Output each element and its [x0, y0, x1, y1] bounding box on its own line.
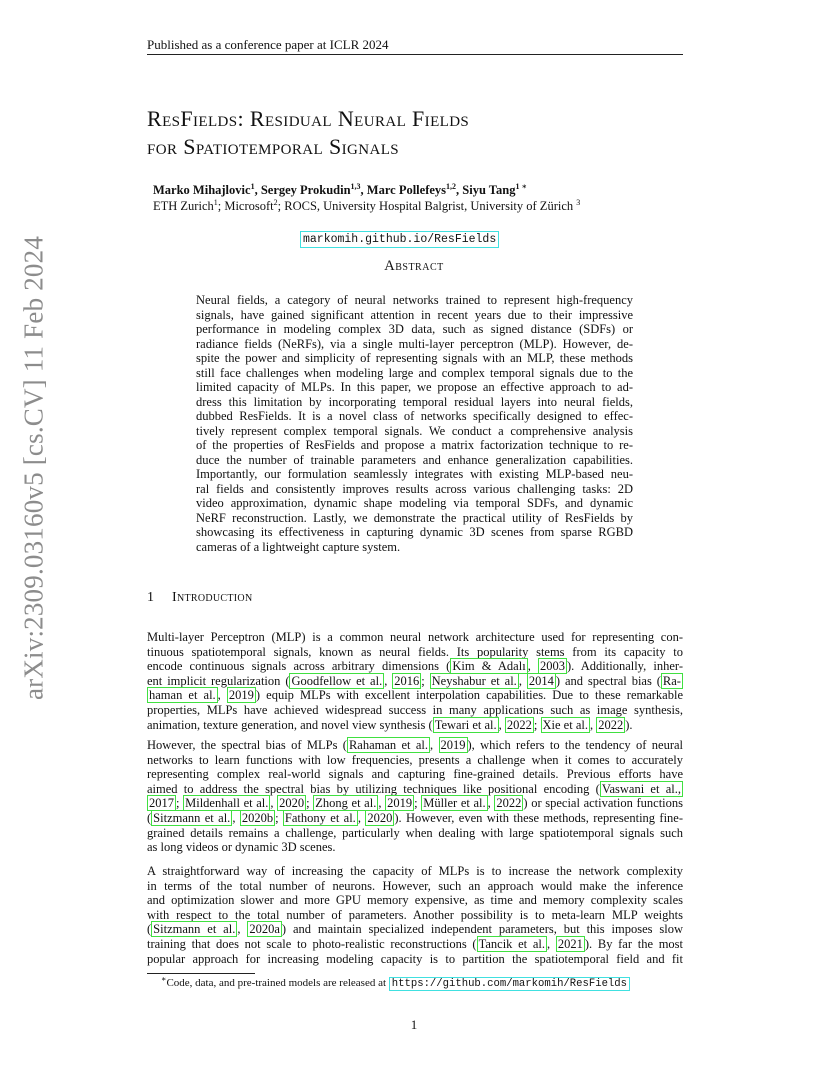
citation-link[interactable]: 2003 [539, 659, 565, 674]
affiliation-mark: 1 [213, 197, 218, 207]
header-rule [147, 54, 683, 55]
footnote [161, 974, 630, 990]
text-line: grained details remains a challenge, particularly when dealing with large spatiotemporal signals such [147, 825, 683, 840]
citation-link[interactable]: 2020a [249, 922, 280, 937]
citation-link[interactable]: Xie et al. [542, 717, 588, 732]
text-line: and optimization slower and more GPU memory expensive, as time and memory complexity scales [147, 893, 683, 908]
abstract-line: still face challenges when modeling large and complex temporal signals due to the [196, 365, 633, 380]
citation-link[interactable]: Rahaman et al. [348, 738, 429, 752]
text-line: ent implicit regularization ( Goodfellow et al. , 2016 ; Neyshabur et al. , 2014 ) and spectral bias ( Ra- [147, 673, 681, 688]
text-line: A straightforward way of increasing the capacity of MLPs is to increase the network complexity [147, 864, 683, 878]
arxiv-stamp-text: arXiv:2309.03160v5 [cs.CV] 11 Feb 2024 [18, 235, 49, 701]
affiliation: ; ROCS, University Hospital Balgrist, University of Zürich [277, 199, 577, 213]
section-heading-introduction [147, 590, 252, 606]
abstract-line: performance in modeling complex 3D data, such as signed distance (SDFs) or [196, 322, 633, 336]
citation-link[interactable]: 2014 [528, 673, 554, 688]
abstract-line: tively represent complex temporal signals. We conduct a comprehensive analysis [196, 423, 633, 438]
citation-link[interactable]: Sitzmann et al. [153, 922, 236, 937]
text-line: ( Sitzmann et al. , 2020b ; Fathony et al. , 2020 ). However, even with these methods, representing fine- [147, 810, 684, 825]
title-line-1: ResFields: Residual Neural Fields [147, 106, 470, 131]
author-list: Marko Mihajlovic$^1$, Sergey Prokudin$^{1,3}$, Marc Pollefeys$^{1,2}$, Siyu Tang$^{1 ∗}$ [153, 181, 527, 197]
abstract-line: signals, have gained significant attention in recent years due to their impressive [196, 307, 633, 322]
text-line: representing complex real-world signals and capturing fine-grained details. Previous efforts have [147, 767, 683, 782]
citation-link[interactable]: 2020b [241, 810, 274, 825]
affiliation: ; Microsoft [217, 199, 274, 213]
citation-link[interactable]: 2022 [598, 717, 624, 732]
footnote-mark: ∗ [161, 974, 167, 984]
citation-link[interactable]: Neyshabur et al. [431, 673, 517, 688]
text-line: with respect to the total number of parameters. Another possibility is to meta-learn MLP weights [147, 907, 683, 922]
footnote-text: Code, data, and pre-trained models are released at [166, 977, 389, 989]
author-affiliation-mark: 1 [250, 181, 255, 191]
section-title: Introduction [172, 590, 253, 605]
citation-link[interactable]: Fathony et al. [284, 810, 356, 825]
abstract-heading: Abstract [384, 258, 444, 274]
author-affiliation-mark: 1,3 [350, 181, 361, 191]
text-line: networks to learn functions with low frequencies, presents a challenge when it comes to accurately [147, 752, 683, 767]
abstract-line: video approximation, dynamic shape modeling via temporal SDFs, and dynamic [196, 496, 633, 510]
abstract-line: of the properties of ResFields and propose a matrix factorization technique to re- [196, 438, 633, 452]
abstract-body [196, 293, 633, 554]
abstract-line: ral fields and consistently improves results across various challenging tasks: 2D [196, 481, 633, 496]
code-url-link[interactable]: https://github.com/markomih/ResFields [389, 977, 630, 991]
citation-link[interactable]: 2019 [387, 796, 413, 811]
citation-link[interactable]: Vaswani et al., [601, 781, 681, 796]
text-line: animation, texture generation, and novel view synthesis ( Tewari et al. , 2022 ; Xie et al. , 2022 ). [147, 717, 633, 732]
page-number: 1 [410, 1017, 418, 1032]
title-line-2: for Spatiotemporal Signals [147, 134, 400, 159]
author-name: Marc Pollefeys [366, 183, 447, 197]
citation-link[interactable]: 2022 [496, 796, 522, 811]
author-affiliation-mark: 1 ∗ [515, 181, 527, 191]
author-name: Siyu Tang [462, 183, 516, 197]
citation-link[interactable]: Tancik et al. [478, 936, 546, 951]
abstract-line: spite the power and simplicity of representing signals with an MLP, these methods [196, 351, 633, 365]
abstract-line: radiance fields (NeRFs), via a single multi-layer perceptron (MLP). However, de- [196, 336, 633, 351]
text-line: 2017 ; Mildenhall et al. , 2020 ; Zhong et al. , 2019 ; Müller et al. , 2022 ) or special activation functions [149, 796, 684, 811]
citation-link[interactable]: Müller et al. [423, 796, 486, 811]
citation-link[interactable]: haman et al. [149, 688, 216, 703]
citation-link[interactable]: Ra- [662, 673, 681, 688]
abstract-line: Importantly, our formulation seamlessly integrates with existing MLP-based neu- [196, 467, 633, 481]
author-name: Sergey Prokudin [260, 183, 351, 197]
intro-paragraph-3 [147, 864, 683, 966]
citation-link[interactable]: 2019 [440, 738, 466, 752]
text-line: training that does not scale to photo-realistic reconstructions ( Tancik et al. , 2021 ). By far the most [147, 936, 684, 951]
text-line: Multi-layer Perceptron (MLP) is a common neural network architecture used for representing con- [147, 630, 683, 644]
affiliation: ETH Zurich [153, 199, 214, 213]
citation-link[interactable]: 2019 [228, 688, 254, 703]
affiliation-mark: 2 [273, 197, 278, 207]
abstract-line: duce the number of trainable parameters and enhance generalization capabilities. [196, 452, 633, 467]
intro-paragraph-1 [147, 630, 683, 732]
running-header: Published as a conference paper at ICLR 2024 [147, 37, 389, 52]
section-number: 1 [147, 590, 154, 605]
abstract-line: dress this limitation by incorporating temporal residual layers into neural fields, [196, 394, 633, 409]
abstract-line: cameras of a lightweight capture system. [196, 539, 401, 554]
text-line: aimed to address the spectral bias by utilizing techniques like positional encoding ( Vaswani et al., [147, 781, 681, 796]
affiliation-mark: 3 [576, 197, 581, 207]
citation-link[interactable]: 2017 [149, 796, 174, 811]
project-url-link[interactable]: markomih.github.io/ResFields [300, 231, 499, 248]
text-line: as long videos or dynamic 3D scenes. [147, 840, 336, 855]
paper-title [147, 105, 687, 161]
author-affiliation-mark: 1,2 [446, 181, 457, 191]
abstract-line: limited capacity of MLPs. In this paper, we propose an effective approach to ad- [196, 380, 633, 394]
citation-link[interactable]: Tewari et al. [434, 717, 497, 732]
text-line: However, the spectral bias of MLPs ( Rahaman et al. , 2019 ), which refers to the tendency of neural [147, 738, 684, 752]
citation-link[interactable]: Goodfellow et al. [291, 673, 383, 688]
text-line: encode continuous signals across arbitrary dimensions ( Kim & Adalı , 2003 ). Additionally, inher- [147, 659, 684, 674]
abstract-line: Neural fields, a category of neural networks trained to represent high-frequency [196, 293, 633, 307]
text-line: popular approach for increasing modeling capacity is to partition the spatiotemporal field and fit [147, 951, 683, 966]
author-name: Marko Mihajlovic [153, 183, 251, 197]
abstract-line: showcasing its effectiveness in capturing dynamic 3D scenes from sparse RGBD [196, 525, 633, 539]
affiliations [153, 199, 713, 214]
intro-paragraph-2 [147, 738, 683, 855]
text-line: ( Sitzmann et al. , 2020a ) and maintain specialized independent parameters, but this imposes slow [147, 922, 683, 937]
citation-link[interactable]: 2020 [367, 810, 393, 825]
citation-link[interactable]: Mildenhall et al. [185, 796, 269, 811]
citation-link[interactable]: Kim & Adalı [452, 659, 526, 674]
citation-link[interactable]: Sitzmann et al. [153, 810, 231, 825]
text-line: in terms of the total number of neurons. However, such an approach would make the inference [147, 878, 683, 893]
citation-link[interactable]: Zhong et al. [315, 796, 377, 811]
text-line: tinuous spatiotemporal signals, known as neural fields. Its popularity stems from its capacity to [147, 644, 683, 659]
abstract-line: dubbed ResFields. It is a novel class of networks specifically designed to effec- [196, 409, 633, 423]
citation-link[interactable]: 2020 [279, 796, 305, 811]
text-line: properties, MLPs have achieved widespread success in many applications such as image synthesis, [147, 702, 683, 717]
citation-link[interactable]: 2021 [557, 936, 583, 951]
text-line: haman et al. , 2019 ) equip MLPs with excellent interpolation capabilities. Due to these remarkable [149, 688, 683, 703]
citation-link[interactable]: 2022 [506, 717, 532, 732]
abstract-line: NeRF reconstruction. Lastly, we demonstrate the practical utility of ResFields by [196, 510, 633, 525]
citation-link[interactable]: 2016 [394, 673, 420, 688]
